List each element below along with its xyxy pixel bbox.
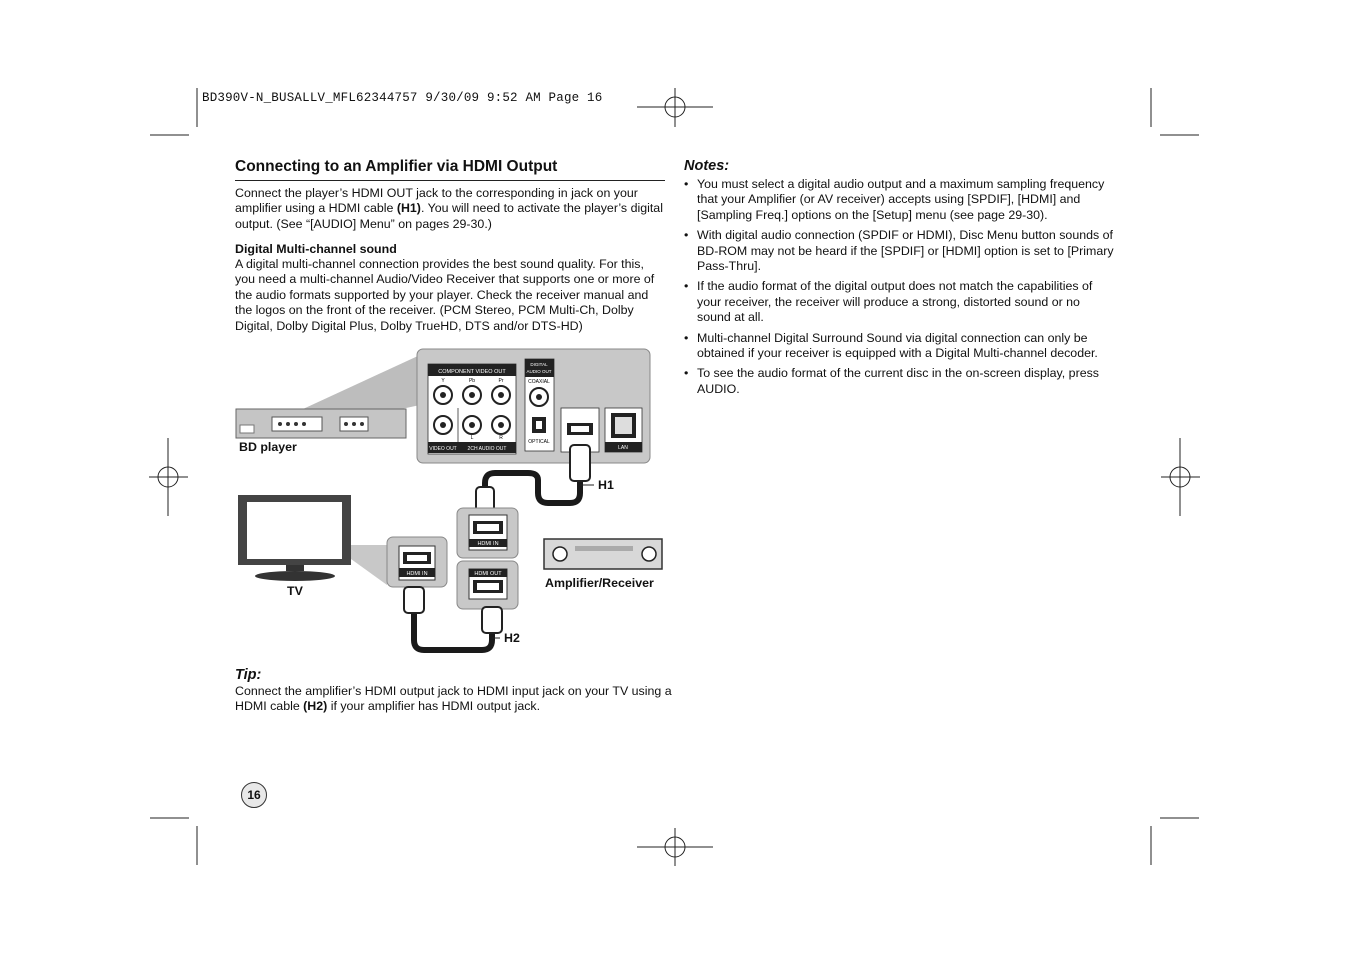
h2-label: H2 (504, 631, 520, 645)
list-item: • You must select a digital audio output and a maximum sampling frequency that your Amplifier (or AV receiver) accepts using [SPDIF], [HDMI] and [Sampling Freq.] options on the [Setup] menu (see page 29-30). (684, 177, 1105, 222)
tip-text: Connect the amplifier’s HDMI output jack to HDMI input jack on your TV using a HDMI cable (H2) if your amplifier has HDMI output jack. (235, 684, 672, 714)
component-video-label: COMPONENT VIDEO OUT (438, 369, 506, 375)
r-label: R (499, 435, 503, 441)
intro-bold: (H1) (396, 201, 421, 216)
tv-label: TV (287, 584, 303, 598)
body-paragraph: A digital multi-channel connection provides the best sound quality. For this, you need a multi-channel Audio/Video Receiver that supports one or more of the audio formats supported by your player. Check the receiver manual and the logos on the front of the receiver. (PCM Stereo, PCM Multi-Ch, Dolby Digital, Dolby Digital Plus, Dolby TrueHD, DTS and/or DTS-HD) (235, 257, 655, 333)
pr-label: Pr (498, 378, 504, 384)
intro-text-1: Connect the player’s HDMI OUT jack to the corresponding in jack on your amplifier using a HDMI cable (235, 186, 638, 216)
page-number: 16 (241, 782, 267, 808)
pb-label: Pb (468, 378, 476, 384)
list-item: • With digital audio connection (SPDIF or HDMI), Disc Menu button sounds of BD-ROM may not be heard if the [SPDIF] or [HDMI] option is set to [Primary Pass-Thru]. (684, 228, 1114, 274)
svg-text:AUDIO OUT: AUDIO OUT (526, 369, 552, 374)
notes-list (684, 177, 1114, 402)
intro-text-2: . You will need to activate the player’s digital output. (See “[AUDIO] Menu” on pages 29-30.) (235, 201, 663, 231)
tip-title: Tip: (235, 667, 262, 683)
receiver-hdmi-in-label: HDMI IN (477, 541, 499, 547)
lan-label: LAN (618, 445, 628, 451)
l-label: L (470, 435, 474, 441)
list-item: • Multi-channel Digital Surround Sound via digital connection can only be obtained if your receiver is equipped with a Digital Multi-channel decoder. (684, 330, 1098, 361)
ch2-audio-label: 2CH AUDIO OUT (467, 446, 507, 452)
bd-player-label: BD player (239, 440, 297, 454)
tv-hdmi-in-label: HDMI IN (406, 571, 428, 577)
list-item: • To see the audio format of the current disc in the on-screen display, press AUDIO. (684, 366, 1099, 396)
notes-title: Notes: (684, 158, 730, 174)
section-title: Connecting to an Amplifier via HDMI Output (235, 158, 665, 181)
intro-paragraph (235, 186, 667, 232)
print-header: BD390V-N_BUSALLV_MFL62344757 9/30/09 9:52 AM Page 16 (202, 91, 603, 105)
video-out-label: VIDEO OUT (429, 446, 457, 452)
svg-text:DIGITAL: DIGITAL (530, 362, 548, 367)
connection-diagram (230, 345, 670, 657)
optical-label: OPTICAL (528, 439, 550, 445)
subheading: Digital Multi-channel sound (235, 242, 397, 256)
y-label: Y (441, 378, 445, 384)
coaxial-label: COAXIAL (528, 379, 550, 385)
h1-label: H1 (598, 478, 614, 492)
list-item: • If the audio format of the digital output does not match the capabilities of your receiver, the receiver will produce a strong, distorted sound or no sound at all. (684, 279, 1093, 325)
amplifier-label: Amplifier/Receiver (545, 576, 654, 590)
receiver-hdmi-out-label: HDMI OUT (474, 571, 502, 577)
